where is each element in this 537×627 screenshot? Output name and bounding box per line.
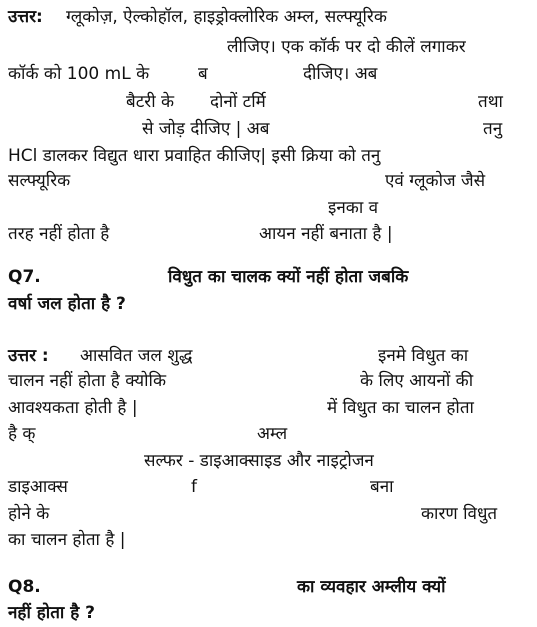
answer-text-line: डाइआक्स [8,477,68,497]
answer-text-line: आसवित जल शुद्ध [80,346,193,366]
answer-text-line: एवं ग्लूकोज जैसे [385,171,486,191]
answer-text-line: कॉर्क को 100 mL के [8,64,150,84]
answer-text-line: f [191,477,197,497]
answer-text-line: चालन नहीं होता है क्योकि [8,371,167,391]
answer-text-line: से जोड़ दीजिए | अब [142,119,270,139]
answer-text-line: तनु [483,119,503,139]
question-number: Q8. [8,577,41,597]
answer-text-line: ग्लूकोज़, ऐल्कोहॉल, हाइड्रोक्लोरिक अम्ल, सल्फ्यूरिक [66,7,387,27]
answer-text-line: सल्फ्यूरिक [8,171,71,191]
answer-text-line: सल्फर - डाइआक्साइड और नाइट्रोजन [144,451,374,471]
question-text-line: का व्यवहार अम्लीय क्यों [297,577,446,597]
answer-text-line: बैटरी के [126,92,175,112]
answer-text-line: इनका व [328,198,379,218]
answer-text-line: आयन नहीं बनाता है | [259,224,393,244]
question-text-line: नहीं होता है ? [8,603,96,623]
answer-text-line: कारण विधुत [421,504,498,524]
answer-text-line: ब [198,64,208,84]
answer-text-line: है क् [8,424,36,444]
question-number: Q7. [8,267,41,287]
answer-text-line: तरह नहीं होता है [8,224,110,244]
answer-text-line: में विधुत का चालन होता [327,398,474,418]
answer-text-line: बना [370,477,394,497]
answer-text-line: होने के [8,504,50,524]
answer-text-line: दोनों टर्मि [210,92,266,112]
answer-text-line: का चालन होता है | [8,530,126,550]
answer-text-line: HCl डालकर विद्युत धारा प्रवाहित कीजिए| इसी क्रिया को तनु [8,146,381,166]
answer-label: उत्तर: [8,7,43,27]
answer-text-line: लीजिए। एक कॉर्क पर दो कीलें लगाकर [227,37,466,57]
answer-label: उत्तर : [8,346,49,366]
answer-text-line: इनमे विधुत का [378,346,469,366]
answer-text-line: तथा [478,92,503,112]
answer-text-line: के लिए आयनों की [360,371,474,391]
question-text-line: वर्षा जल होता है ? [8,294,126,314]
question-text-line: विधुत का चालक क्यों नहीं होता जबकि [168,267,409,287]
answer-text-line: अम्ल [257,424,288,444]
answer-text-line: दीजिए। अब [303,64,378,84]
answer-text-line: आवश्यकता होती है | [8,398,138,418]
